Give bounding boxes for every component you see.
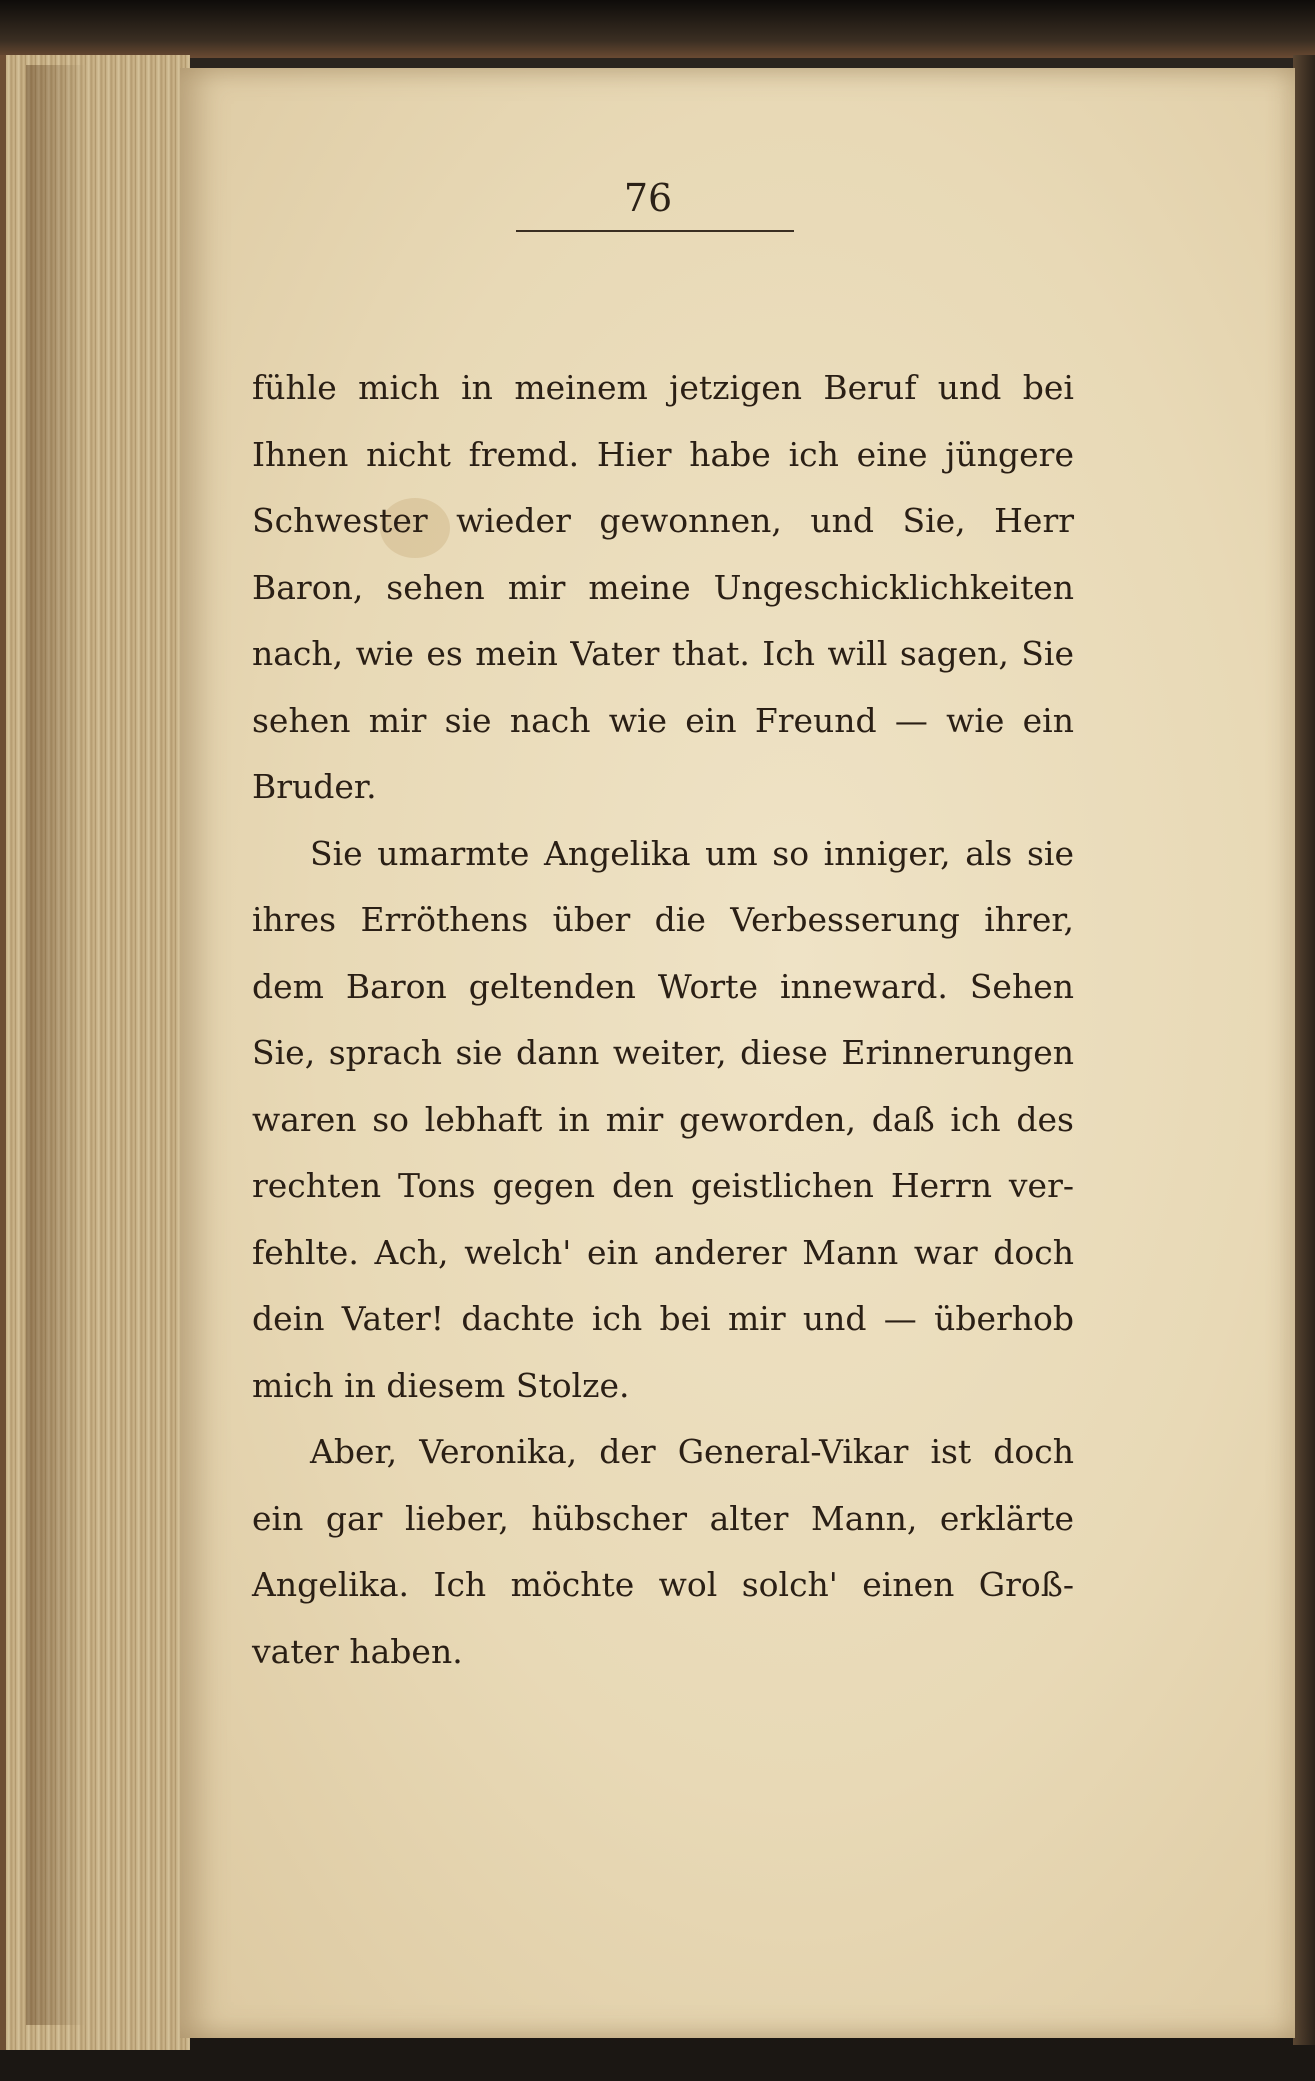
book-cover-right	[1293, 55, 1315, 2045]
paragraph-1: fühle mich in meinem jetzigen Beruf und bei Ihnen nicht fremd. Hier habe ich eine jüngere Schwester wieder gewonnen, und Sie, Herr Baron, sehen mir meine Ungeschicklichkeiten nach, wie es mein Vater that. Ich will sagen, Sie sehen mir sie nach wie ein Freund — wie ein Bruder.	[252, 368, 1074, 806]
page-edges	[0, 55, 190, 2050]
page-number-text: 76	[623, 176, 673, 220]
paragraph-3: Aber, Veronika, der General-Vikar ist doch ein gar lieber, hübscher alter Mann, erklärte Angelika. Ich möchte wol solch' einen Groß-vater haben.	[252, 1432, 1074, 1671]
body-text	[252, 355, 1074, 1685]
paragraph-2: Sie umarmte Angelika um so inniger, als sie ihres Erröthens über die Verbesserung ihrer, dem Baron geltenden Worte inneward. Sehen Sie, sprach sie dann weiter, diese Erinnerungen waren so lebhaft in mir geworden, daß ich des rechten Tons gegen den geistlichen Herrn ver-fehlte. Ach, welch' ein anderer Mann war doch dein Vater! dachte ich bei mir und — überhob mich in diesem Stolze.	[252, 833, 1074, 1405]
book-cover-top	[0, 0, 1315, 58]
header-rule	[516, 230, 794, 232]
